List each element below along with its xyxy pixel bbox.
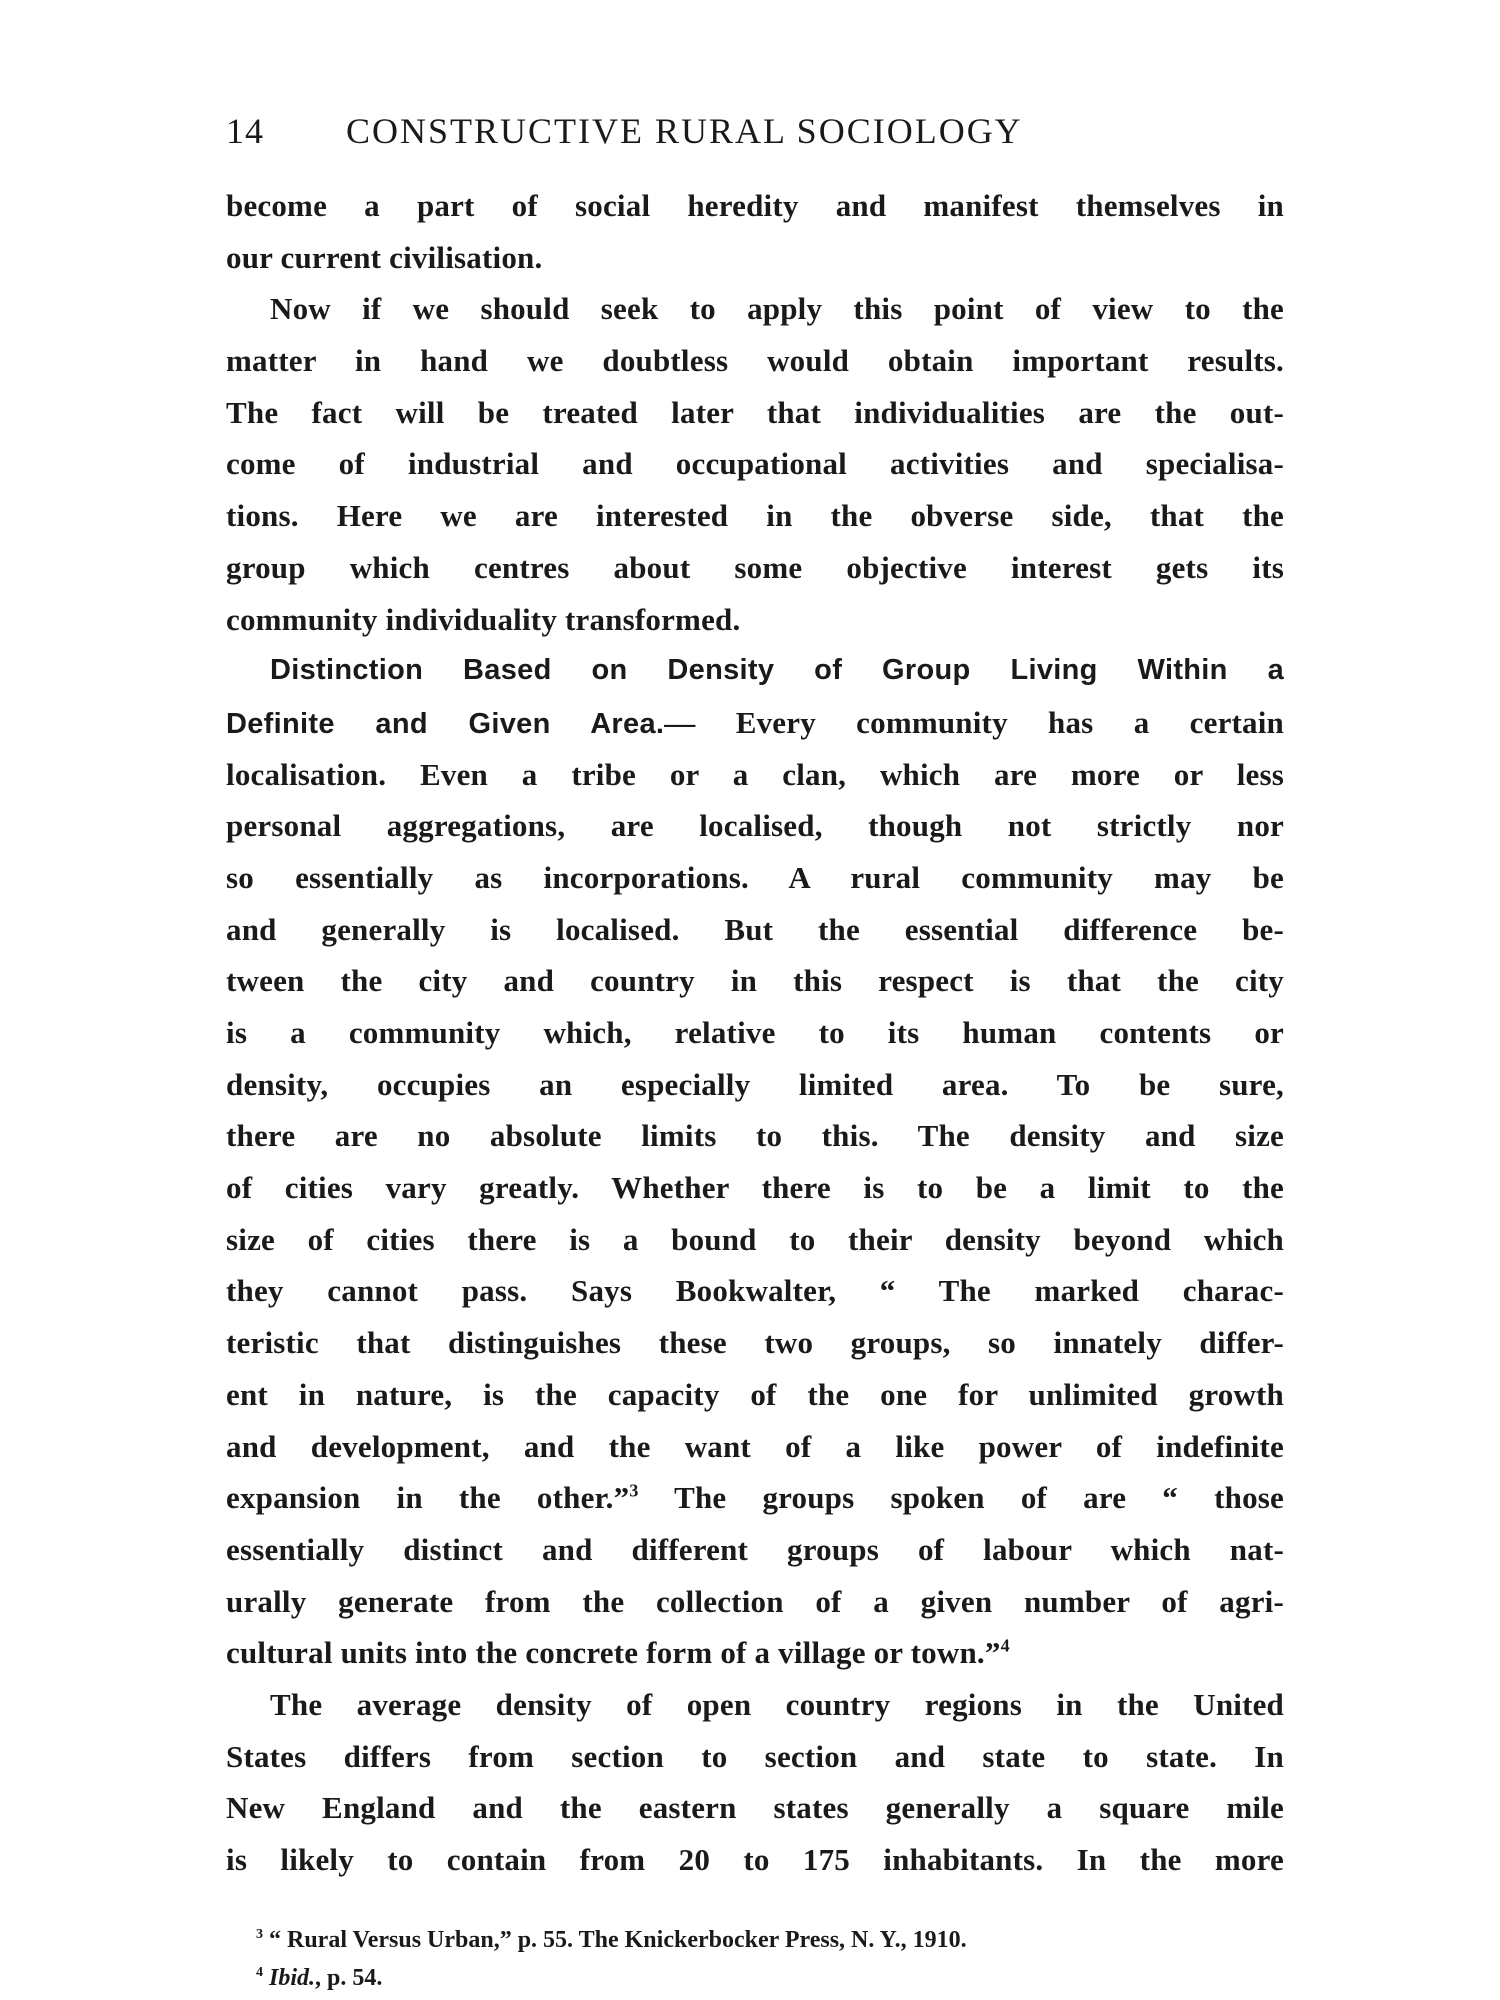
text-line: tween the city and country in this respect is that the city: [226, 963, 1284, 999]
text-line: ent in nature, is the capacity of the one for unlimited growth: [226, 1376, 1284, 1412]
page-number: 14: [226, 111, 264, 151]
text-run: expansion in the other.”: [226, 1480, 630, 1516]
text-line: become a part of social heredity and manifest themselves in: [226, 188, 1284, 223]
footnotes: [226, 1916, 1284, 1992]
text-line: of cities vary greatly. Whether there is to be a limit to the: [226, 1170, 1284, 1206]
footnote-ref-4: 4: [1000, 1635, 1010, 1656]
text-line: [226, 697, 1284, 749]
text-line: teristic that distinguishes these two groups, so innately differ-: [226, 1325, 1284, 1361]
footnote-ref-3: 3: [629, 1480, 639, 1501]
text-line: States differs from section to section and state to state. In: [226, 1738, 1284, 1774]
text-line: density, occupies an especially limited area. To be sure,: [226, 1066, 1284, 1102]
text-line: size of cities there is a bound to their density beyond which: [226, 1221, 1284, 1257]
paragraph-2: [226, 283, 1284, 645]
text-line: our current civilisation.: [226, 239, 543, 275]
footnote-text: , p. 54.: [315, 1964, 383, 1991]
text-line: essentially distinct and different groups of labour which nat-: [226, 1531, 1284, 1567]
book-page: [226, 110, 1284, 1992]
text-line: community individuality transformed.: [226, 601, 741, 637]
footnote-3: [256, 1916, 1284, 1954]
section-heading: Distinction Based on Density of Group Living Within a: [270, 654, 1284, 687]
footnote-marker: 4: [256, 1964, 263, 1980]
text-line: is a community which, relative to its human contents or: [226, 1015, 1284, 1050]
text-line: so essentially as incorporations. A rural community may be: [226, 859, 1284, 895]
text-run: The groups spoken of are “ those: [638, 1480, 1284, 1516]
paragraph-1: [226, 180, 1284, 283]
footnote-ibid: Ibid.: [269, 1964, 316, 1991]
text-line: there are no absolute limits to this. The density and size: [226, 1118, 1284, 1154]
text-line: The fact will be treated later that individualities are the out-: [226, 394, 1284, 430]
text-line: The average density of open country regions in the United: [270, 1686, 1284, 1722]
text-line: Now if we should seek to apply this point of view to the: [270, 291, 1284, 327]
section-heading-end: Definite and Given Area.: [226, 707, 665, 740]
footnote-4: [256, 1954, 1284, 1992]
footnote-marker: 3: [256, 1926, 263, 1942]
text-line: they cannot pass. Says Bookwalter, “ The marked charac-: [226, 1273, 1284, 1309]
text-line: is likely to contain from 20 to 175 inhabitants. In the more: [226, 1842, 1284, 1877]
running-head: [226, 110, 1284, 162]
text-line: New England and the eastern states generally a square mile: [226, 1790, 1284, 1826]
text-line: and generally is localised. But the essential difference be-: [226, 911, 1284, 947]
text-line: and development, and the want of a like power of indefinite: [226, 1428, 1284, 1464]
text-line: [226, 1472, 1284, 1524]
text-run: — Every community has a certain: [664, 704, 1285, 740]
text-line: matter in hand we doubtless would obtain important results.: [226, 343, 1284, 379]
text-line: [226, 1627, 1284, 1679]
paragraph-3: [226, 645, 1284, 1679]
text-line: personal aggregations, are localised, though not strictly nor: [226, 808, 1284, 844]
text-line: localisation. Even a tribe or a clan, which are more or less: [226, 756, 1284, 792]
footnote-text: “ Rural Versus Urban,” p. 55. The Knickerbocker Press, N. Y., 1910.: [269, 1926, 967, 1953]
text-line: urally generate from the collection of a given number of agri-: [226, 1583, 1284, 1619]
text-line: come of industrial and occupational activities and specialisa-: [226, 446, 1284, 482]
text-line: group which centres about some objective interest gets its: [226, 549, 1284, 585]
running-title: CONSTRUCTIVE RURAL SOCIOLOGY: [346, 111, 1023, 151]
text-line: tions. Here we are interested in the obverse side, that the: [226, 498, 1284, 534]
paragraph-4: [226, 1679, 1284, 1886]
text-run: cultural units into the concrete form of a village or town.”: [226, 1635, 1001, 1671]
